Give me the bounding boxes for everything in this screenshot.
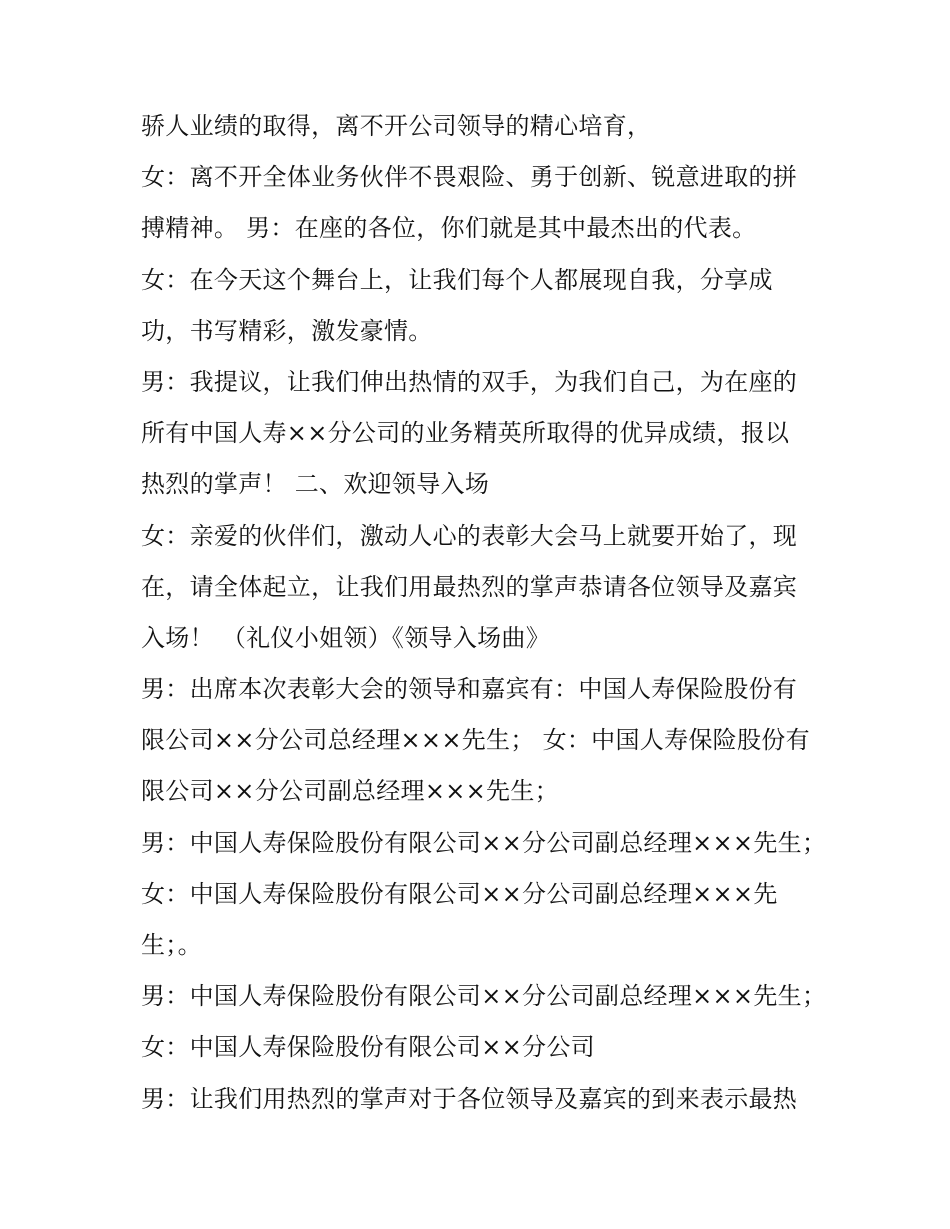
- text-line: 男：让我们用热烈的掌声对于各位领导及嘉宾的到来表示最热: [141, 1084, 798, 1113]
- text-line: 女：中国人寿保险股份有限公司××分公司: [141, 1033, 595, 1062]
- text-line: 在，请全体起立，让我们用最热烈的掌声恭请各位领导及嘉宾: [141, 572, 798, 601]
- text-line: 男：中国人寿保险股份有限公司××分公司副总经理×××先生；: [141, 982, 827, 1011]
- text-line: 功，书写精彩，激发豪情。: [141, 316, 433, 345]
- text-line: 女：离不开全体业务伙伴不畏艰险、勇于创新、锐意进取的拼: [141, 163, 798, 192]
- text-line: 骄人业绩的取得，离不开公司领导的精心培育，: [141, 112, 652, 140]
- text-line: 男：我提议，让我们伸出热情的双手，为我们自己，为在座的: [141, 367, 798, 396]
- text-line: 限公司××分公司总经理×××先生； 女：中国人寿保险股份有: [141, 726, 810, 755]
- text-line: 入场！ （礼仪小姐领）《领导入场曲》: [141, 623, 551, 652]
- text-line: 所有中国人寿××分公司的业务精英所取得的优异成绩，报以: [141, 419, 790, 448]
- document-body: [141, 101, 831, 1125]
- text-line: 女：在今天这个舞台上，让我们每个人都展现自我，分享成: [141, 265, 773, 294]
- text-line: 热烈的掌声！ 二、欢迎领导入场: [141, 470, 490, 499]
- text-line: 男：中国人寿保险股份有限公司××分公司副总经理×××先生；: [141, 828, 827, 857]
- text-line: 女：中国人寿保险股份有限公司××分公司副总经理×××先: [141, 879, 778, 908]
- text-line: 限公司××分公司副总经理×××先生；: [141, 777, 559, 806]
- text-line: 女：亲爱的伙伴们，激动人心的表彰大会马上就要开始了，现: [141, 521, 798, 550]
- text-line: 生；。: [141, 931, 202, 959]
- text-line: 男：出席本次表彰大会的领导和嘉宾有：中国人寿保险股份有: [141, 675, 798, 704]
- text-line: 搏精神。 男：在座的各位，你们就是其中最杰出的代表。: [141, 214, 757, 243]
